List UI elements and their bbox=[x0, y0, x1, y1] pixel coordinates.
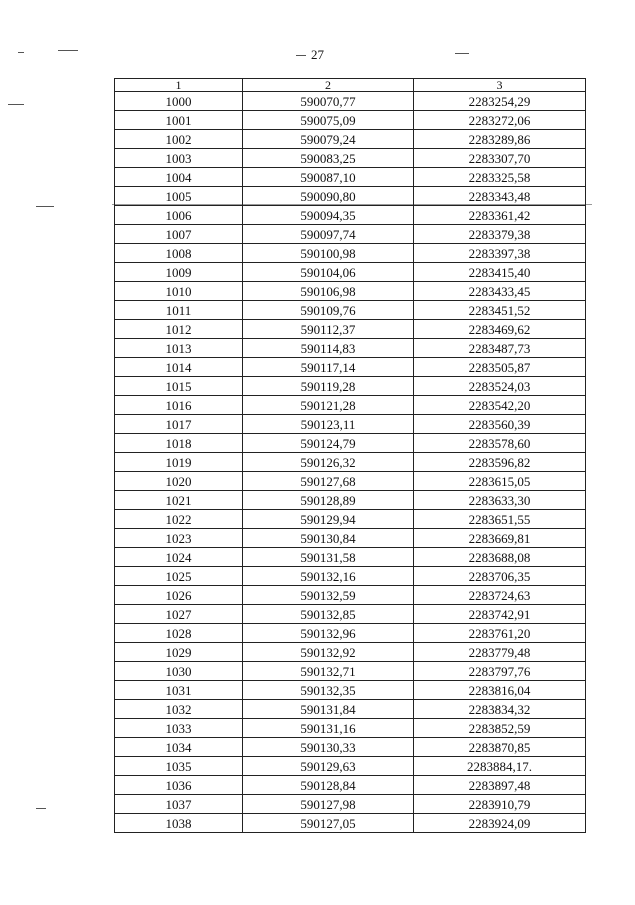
y-coordinate-cell: 2283816,04 bbox=[414, 681, 586, 700]
x-coordinate-cell: 590127,68 bbox=[243, 472, 414, 491]
point-number-cell: 1024 bbox=[115, 548, 243, 567]
point-number-cell: 1032 bbox=[115, 700, 243, 719]
x-coordinate-cell: 590128,84 bbox=[243, 776, 414, 795]
y-coordinate-cell: 2283361,42 bbox=[414, 206, 586, 225]
x-coordinate-cell: 590075,09 bbox=[243, 111, 414, 130]
x-coordinate-cell: 590121,28 bbox=[243, 396, 414, 415]
table-header bbox=[115, 79, 586, 92]
scan-speck bbox=[18, 52, 24, 53]
y-coordinate-cell: 2283487,73 bbox=[414, 339, 586, 358]
x-coordinate-cell: 590131,58 bbox=[243, 548, 414, 567]
x-coordinate-cell: 590129,94 bbox=[243, 510, 414, 529]
table-row bbox=[115, 757, 586, 776]
point-number-cell: 1033 bbox=[115, 719, 243, 738]
point-number-cell: 1008 bbox=[115, 244, 243, 263]
x-coordinate-cell: 590104,06 bbox=[243, 263, 414, 282]
y-coordinate-cell: 2283272,06 bbox=[414, 111, 586, 130]
x-coordinate-cell: 590129,63 bbox=[243, 757, 414, 776]
coordinates-table bbox=[114, 78, 586, 833]
x-coordinate-cell: 590128,89 bbox=[243, 491, 414, 510]
x-coordinate-cell: 590114,83 bbox=[243, 339, 414, 358]
y-coordinate-cell: 2283524,03 bbox=[414, 377, 586, 396]
x-coordinate-cell: 590132,71 bbox=[243, 662, 414, 681]
x-coordinate-cell: 590079,24 bbox=[243, 130, 414, 149]
x-coordinate-cell: 590132,16 bbox=[243, 567, 414, 586]
x-coordinate-cell: 590117,14 bbox=[243, 358, 414, 377]
y-coordinate-cell: 2283542,20 bbox=[414, 396, 586, 415]
x-coordinate-cell: 590083,25 bbox=[243, 149, 414, 168]
y-coordinate-cell: 2283742,91 bbox=[414, 605, 586, 624]
scan-speck bbox=[58, 50, 78, 51]
table-row bbox=[115, 301, 586, 320]
x-coordinate-cell: 590123,11 bbox=[243, 415, 414, 434]
point-number-cell: 1015 bbox=[115, 377, 243, 396]
table-row bbox=[115, 244, 586, 263]
table-row bbox=[115, 605, 586, 624]
header-row bbox=[115, 79, 586, 92]
x-coordinate-cell: 590090,80 bbox=[243, 187, 414, 206]
y-coordinate-cell: 2283615,05 bbox=[414, 472, 586, 491]
table-row bbox=[115, 339, 586, 358]
point-number-cell: 1001 bbox=[115, 111, 243, 130]
x-coordinate-cell: 590131,16 bbox=[243, 719, 414, 738]
table-row bbox=[115, 168, 586, 187]
table-row bbox=[115, 92, 586, 111]
y-coordinate-cell: 2283451,52 bbox=[414, 301, 586, 320]
table-row bbox=[115, 206, 586, 225]
y-coordinate-cell: 2283651,55 bbox=[414, 510, 586, 529]
x-coordinate-cell: 590124,79 bbox=[243, 434, 414, 453]
x-coordinate-cell: 590097,74 bbox=[243, 225, 414, 244]
table-row bbox=[115, 396, 586, 415]
table-row bbox=[115, 814, 586, 833]
table-row bbox=[115, 225, 586, 244]
point-number-cell: 1002 bbox=[115, 130, 243, 149]
x-coordinate-cell: 590131,84 bbox=[243, 700, 414, 719]
table-row bbox=[115, 719, 586, 738]
y-coordinate-cell: 2283596,82 bbox=[414, 453, 586, 472]
table-row bbox=[115, 510, 586, 529]
table-row bbox=[115, 662, 586, 681]
scan-speck bbox=[296, 55, 306, 56]
y-coordinate-cell: 2283343,48 bbox=[414, 187, 586, 206]
table-row bbox=[115, 491, 586, 510]
x-coordinate-cell: 590112,37 bbox=[243, 320, 414, 339]
x-coordinate-cell: 590070,77 bbox=[243, 92, 414, 111]
x-coordinate-cell: 590127,98 bbox=[243, 795, 414, 814]
x-coordinate-cell: 590132,85 bbox=[243, 605, 414, 624]
x-coordinate-cell: 590106,98 bbox=[243, 282, 414, 301]
point-number-cell: 1017 bbox=[115, 415, 243, 434]
scan-speck bbox=[455, 53, 469, 54]
y-coordinate-cell: 2283797,76 bbox=[414, 662, 586, 681]
table-row bbox=[115, 586, 586, 605]
point-number-cell: 1019 bbox=[115, 453, 243, 472]
table-row bbox=[115, 282, 586, 301]
y-coordinate-cell: 2283397,38 bbox=[414, 244, 586, 263]
point-number-cell: 1014 bbox=[115, 358, 243, 377]
point-number-cell: 1030 bbox=[115, 662, 243, 681]
y-coordinate-cell: 2283433,45 bbox=[414, 282, 586, 301]
y-coordinate-cell: 2283633,30 bbox=[414, 491, 586, 510]
table-body bbox=[115, 92, 586, 833]
y-coordinate-cell: 2283560,39 bbox=[414, 415, 586, 434]
point-number-cell: 1018 bbox=[115, 434, 243, 453]
point-number-cell: 1003 bbox=[115, 149, 243, 168]
x-coordinate-cell: 590132,35 bbox=[243, 681, 414, 700]
y-coordinate-cell: 2283852,59 bbox=[414, 719, 586, 738]
table-row bbox=[115, 149, 586, 168]
y-coordinate-cell: 2283834,32 bbox=[414, 700, 586, 719]
point-number-cell: 1006 bbox=[115, 206, 243, 225]
x-coordinate-cell: 590127,05 bbox=[243, 814, 414, 833]
y-coordinate-cell: 2283910,79 bbox=[414, 795, 586, 814]
point-number-cell: 1007 bbox=[115, 225, 243, 244]
table-row bbox=[115, 263, 586, 282]
point-number-cell: 1022 bbox=[115, 510, 243, 529]
y-coordinate-cell: 2283706,35 bbox=[414, 567, 586, 586]
table-row bbox=[115, 776, 586, 795]
y-coordinate-cell: 2283897,48 bbox=[414, 776, 586, 795]
y-coordinate-cell: 2283870,85 bbox=[414, 738, 586, 757]
table-row bbox=[115, 472, 586, 491]
y-coordinate-cell: 2283325,58 bbox=[414, 168, 586, 187]
x-coordinate-cell: 590100,98 bbox=[243, 244, 414, 263]
table-row bbox=[115, 187, 586, 206]
table-row bbox=[115, 453, 586, 472]
y-coordinate-cell: 2283884,17. bbox=[414, 757, 586, 776]
table-row bbox=[115, 681, 586, 700]
x-coordinate-cell: 590132,96 bbox=[243, 624, 414, 643]
point-number-cell: 1025 bbox=[115, 567, 243, 586]
table-row bbox=[115, 795, 586, 814]
point-number-cell: 1000 bbox=[115, 92, 243, 111]
table-row bbox=[115, 567, 586, 586]
x-coordinate-cell: 590130,33 bbox=[243, 738, 414, 757]
table-row bbox=[115, 643, 586, 662]
x-coordinate-cell: 590119,28 bbox=[243, 377, 414, 396]
column-header-2: 2 bbox=[243, 79, 414, 92]
page-number: 27 bbox=[311, 47, 324, 62]
table-row bbox=[115, 130, 586, 149]
y-coordinate-cell: 2283415,40 bbox=[414, 263, 586, 282]
point-number-cell: 1031 bbox=[115, 681, 243, 700]
point-number-cell: 1013 bbox=[115, 339, 243, 358]
y-coordinate-cell: 2283307,70 bbox=[414, 149, 586, 168]
table-row bbox=[115, 738, 586, 757]
point-number-cell: 1004 bbox=[115, 168, 243, 187]
point-number-cell: 1023 bbox=[115, 529, 243, 548]
x-coordinate-cell: 590130,84 bbox=[243, 529, 414, 548]
y-coordinate-cell: 2283924,09 bbox=[414, 814, 586, 833]
scan-speck bbox=[8, 104, 24, 105]
scan-speck bbox=[36, 206, 54, 207]
table-row bbox=[115, 111, 586, 130]
y-coordinate-cell: 2283254,29 bbox=[414, 92, 586, 111]
table-row bbox=[115, 415, 586, 434]
point-number-cell: 1035 bbox=[115, 757, 243, 776]
point-number-cell: 1028 bbox=[115, 624, 243, 643]
table-row bbox=[115, 377, 586, 396]
y-coordinate-cell: 2283724,63 bbox=[414, 586, 586, 605]
y-coordinate-cell: 2283469,62 bbox=[414, 320, 586, 339]
y-coordinate-cell: 2283289,86 bbox=[414, 130, 586, 149]
point-number-cell: 1011 bbox=[115, 301, 243, 320]
x-coordinate-cell: 590094,35 bbox=[243, 206, 414, 225]
point-number-cell: 1009 bbox=[115, 263, 243, 282]
table-row bbox=[115, 434, 586, 453]
point-number-cell: 1038 bbox=[115, 814, 243, 833]
column-header-1: 1 bbox=[115, 79, 243, 92]
x-coordinate-cell: 590087,10 bbox=[243, 168, 414, 187]
y-coordinate-cell: 2283379,38 bbox=[414, 225, 586, 244]
column-header-3: 3 bbox=[414, 79, 586, 92]
point-number-cell: 1016 bbox=[115, 396, 243, 415]
y-coordinate-cell: 2283761,20 bbox=[414, 624, 586, 643]
point-number-cell: 1034 bbox=[115, 738, 243, 757]
x-coordinate-cell: 590132,59 bbox=[243, 586, 414, 605]
table-row bbox=[115, 529, 586, 548]
y-coordinate-cell: 2283578,60 bbox=[414, 434, 586, 453]
y-coordinate-cell: 2283779,48 bbox=[414, 643, 586, 662]
point-number-cell: 1020 bbox=[115, 472, 243, 491]
point-number-cell: 1037 bbox=[115, 795, 243, 814]
y-coordinate-cell: 2283688,08 bbox=[414, 548, 586, 567]
point-number-cell: 1026 bbox=[115, 586, 243, 605]
x-coordinate-cell: 590109,76 bbox=[243, 301, 414, 320]
point-number-cell: 1027 bbox=[115, 605, 243, 624]
point-number-cell: 1010 bbox=[115, 282, 243, 301]
x-coordinate-cell: 590132,92 bbox=[243, 643, 414, 662]
x-coordinate-cell: 590126,32 bbox=[243, 453, 414, 472]
table-row bbox=[115, 320, 586, 339]
table-row bbox=[115, 700, 586, 719]
y-coordinate-cell: 2283505,87 bbox=[414, 358, 586, 377]
y-coordinate-cell: 2283669,81 bbox=[414, 529, 586, 548]
point-number-cell: 1029 bbox=[115, 643, 243, 662]
point-number-cell: 1036 bbox=[115, 776, 243, 795]
point-number-cell: 1021 bbox=[115, 491, 243, 510]
point-number-cell: 1005 bbox=[115, 187, 243, 206]
scan-speck bbox=[36, 808, 46, 809]
point-number-cell: 1012 bbox=[115, 320, 243, 339]
table-row bbox=[115, 358, 586, 377]
table-row bbox=[115, 624, 586, 643]
table-row bbox=[115, 548, 586, 567]
